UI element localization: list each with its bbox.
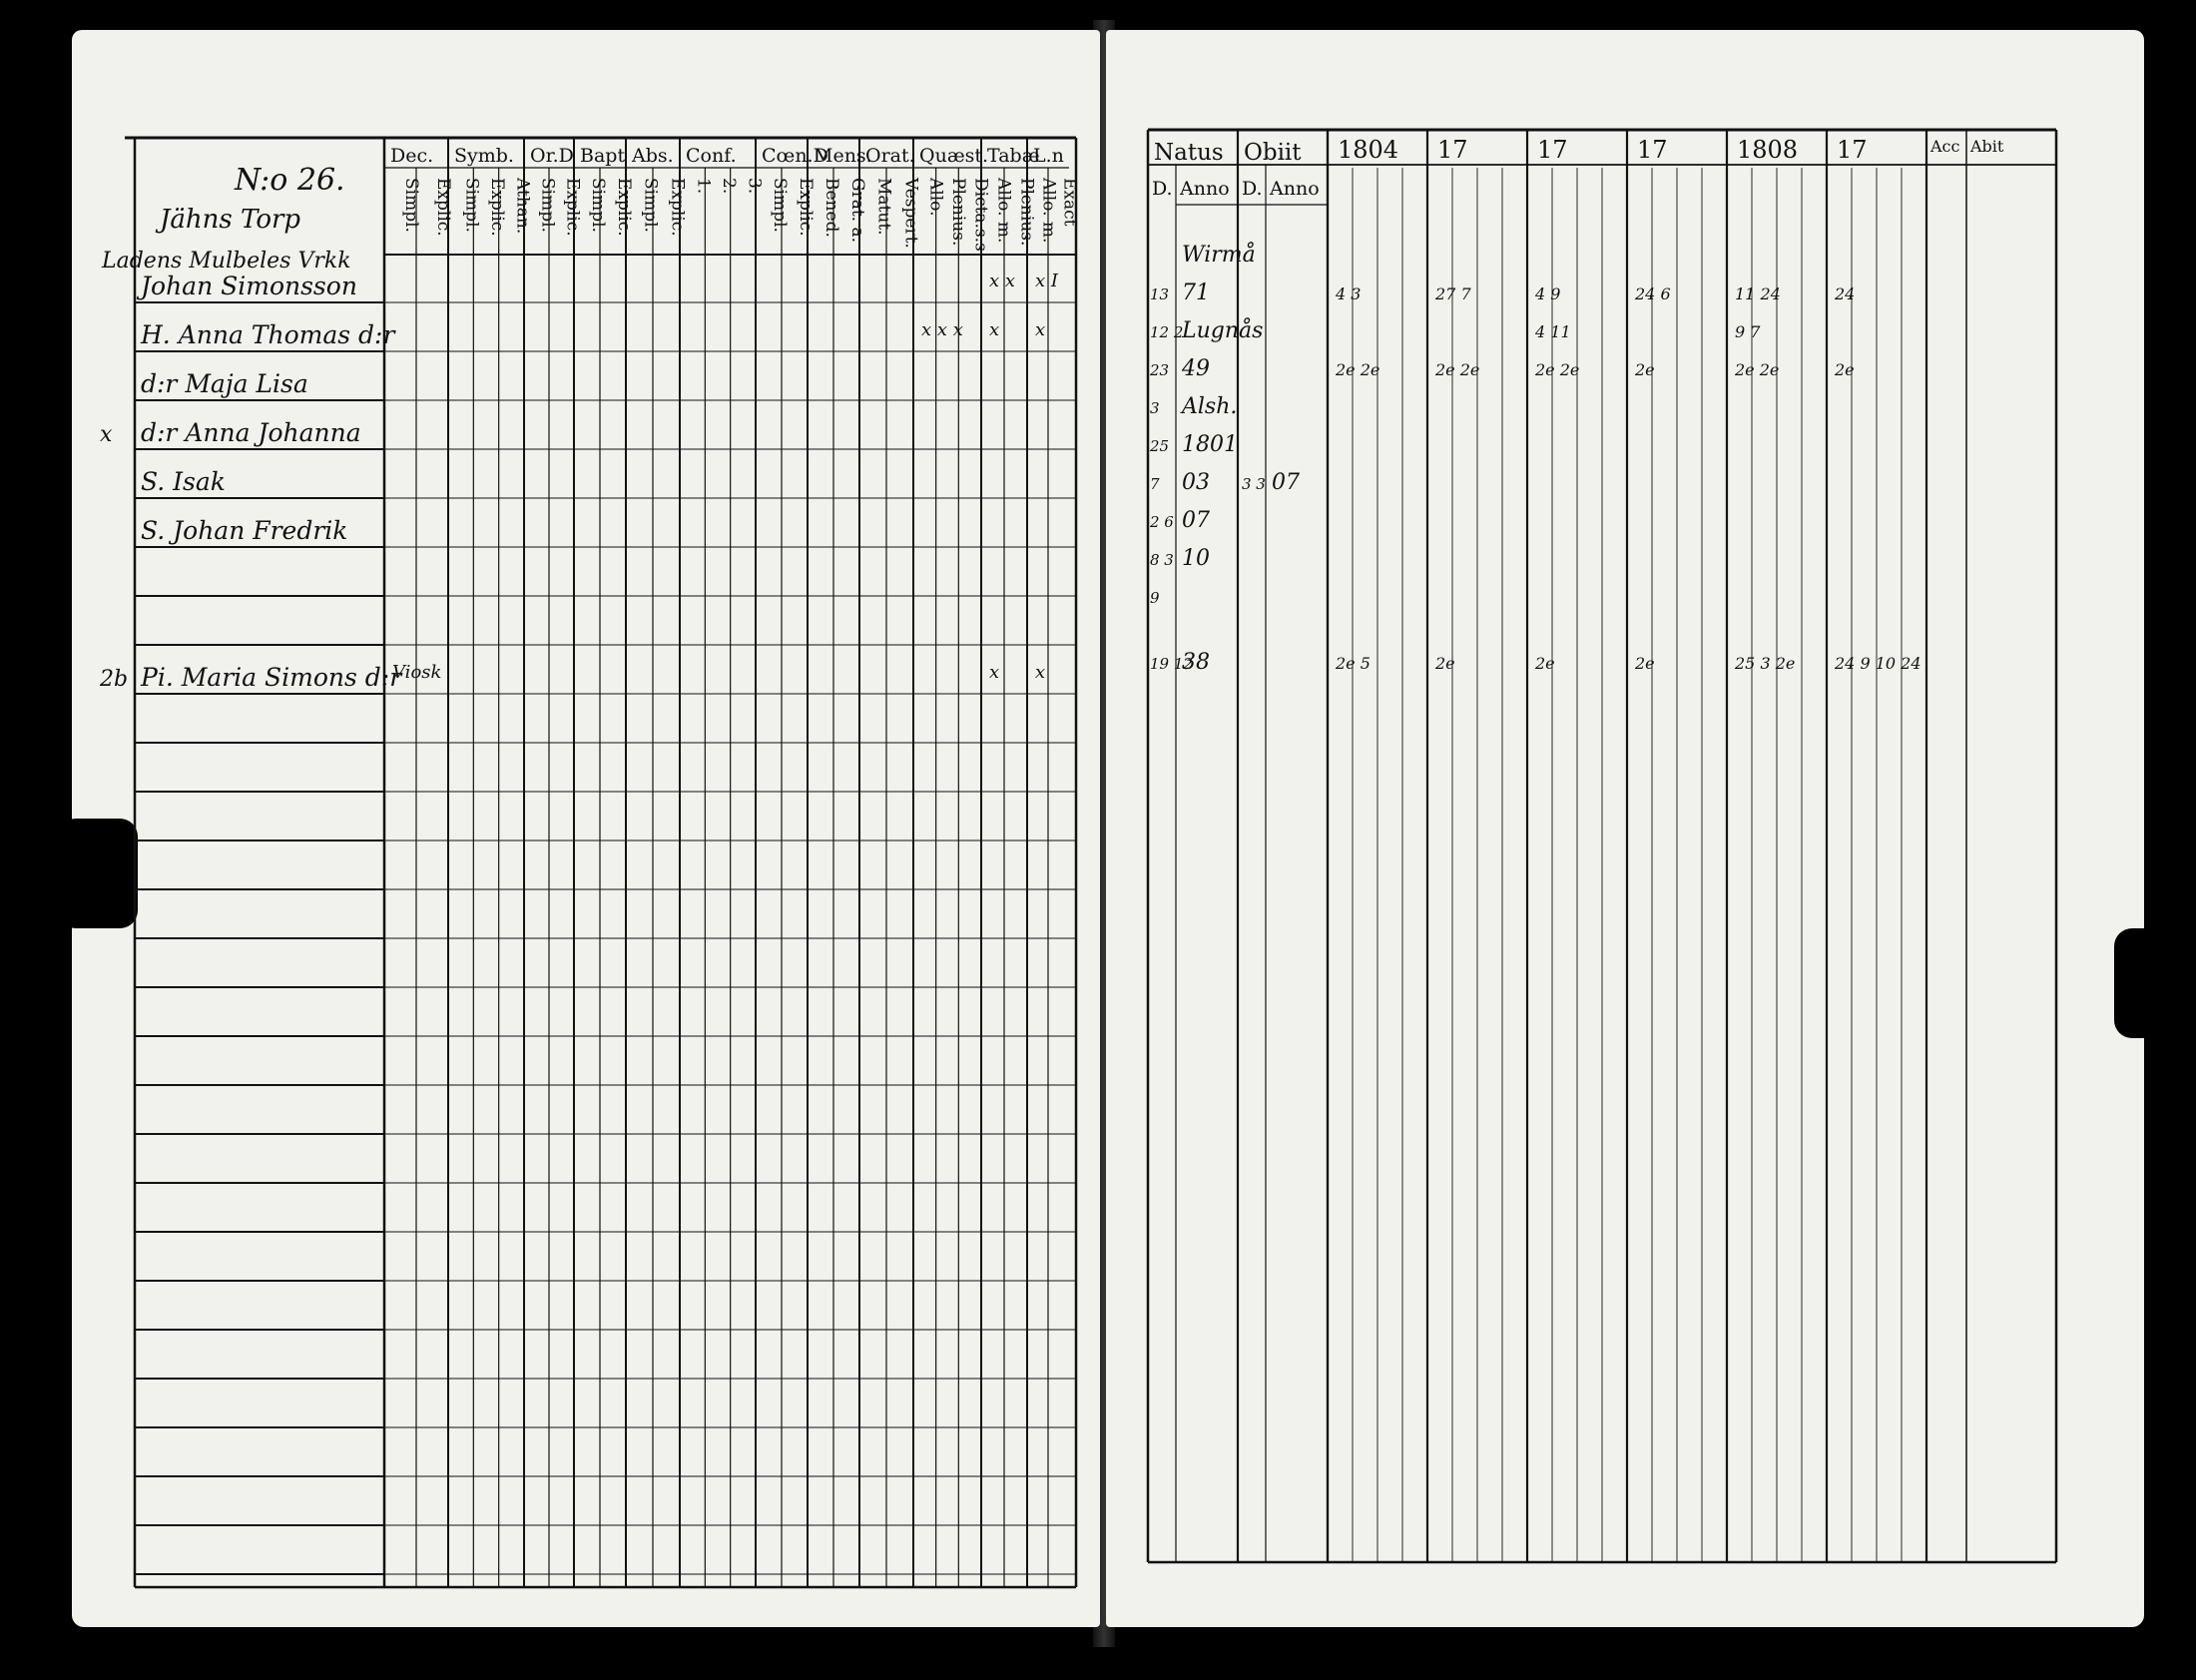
sub-column-header: Simpl. <box>640 178 661 233</box>
catechism-mark: x x x <box>921 319 963 340</box>
catechism-mark: x <box>989 319 1000 340</box>
sub-column-header: Bened. <box>822 178 841 238</box>
year-mark: 4 9 <box>1535 284 1561 303</box>
sub-column-header: 3. <box>744 178 765 195</box>
year-mark: 27 7 <box>1435 284 1471 303</box>
column-group-header: Tabæ <box>987 145 1040 167</box>
year-mark: 2e <box>1635 360 1655 379</box>
column-group-header: Bapt <box>580 145 626 167</box>
abiit-header: Abit <box>1970 137 2004 156</box>
natus-anno: 71 <box>1182 280 1210 305</box>
column-group-header: Quæst. <box>919 145 989 167</box>
accessit-header: Acc <box>1930 137 1960 156</box>
sub-column-header: Explic. <box>796 178 816 237</box>
year-mark: 24 9 10 24 <box>1835 654 1922 673</box>
obiit-header: Obiit <box>1244 140 1302 166</box>
natus-anno: 1801 <box>1182 432 1238 457</box>
sub-column-header: Explic. <box>562 178 583 237</box>
sub-column-header: Simpl. <box>770 178 790 233</box>
natus-day: 23 <box>1150 361 1170 379</box>
column-group-header: Or.D <box>530 145 574 167</box>
natus-header: Natus <box>1154 140 1224 166</box>
year-mark: 24 6 <box>1635 284 1671 303</box>
sub-column-header: Plenius. <box>948 178 968 247</box>
person-name: d:r Anna Johanna <box>141 418 361 447</box>
obiit-sub-header: D. <box>1242 178 1263 200</box>
sub-column-header: Explic. <box>433 178 453 237</box>
sub-column-header: Allo. m. <box>1038 178 1059 244</box>
sub-column-header: Simpl. <box>401 178 421 233</box>
obiit-sub-header: Anno <box>1270 178 1320 200</box>
year-mark: 4 3 <box>1336 284 1362 303</box>
natus-day: 19 12 <box>1150 655 1193 673</box>
sub-column-header: Explic. <box>667 178 688 237</box>
natus-day: 9 <box>1150 589 1160 607</box>
year-mark: 9 7 <box>1735 322 1761 341</box>
natus-anno: 07 <box>1182 508 1210 533</box>
year-header: 1808 <box>1737 136 1799 164</box>
sub-column-header: Athan. <box>512 178 533 235</box>
year-mark: 25 3 2e <box>1735 654 1796 673</box>
natus-anno: Wirmå <box>1182 243 1256 268</box>
sub-column-header: Simpl. <box>588 178 608 233</box>
natus-day: 13 <box>1150 285 1170 303</box>
column-group-header: Abs. <box>632 145 674 167</box>
natus-sub-header: D. <box>1152 178 1173 200</box>
entry-subtitle: Ladens Mulbeles Vrkk <box>102 249 351 274</box>
natus-anno: 03 <box>1182 470 1210 495</box>
year-mark: 2e 2e <box>1435 360 1480 379</box>
year-mark: 2e 5 <box>1336 654 1371 673</box>
person-name: d:r Maja Lisa <box>141 369 308 398</box>
sub-column-header: Matut. <box>873 178 894 236</box>
obiit-day: 3 3 <box>1242 475 1266 493</box>
natus-day: 25 <box>1150 437 1170 455</box>
year-header: 1804 <box>1338 136 1399 164</box>
catechism-mark: x <box>989 662 1000 683</box>
year-mark: 2e <box>1835 360 1855 379</box>
person-mark: 2b <box>100 667 129 692</box>
natus-day: 3 <box>1150 399 1160 417</box>
year-mark: 4 11 <box>1535 322 1571 341</box>
catechism-mark: x I <box>1035 271 1058 291</box>
year-mark: 2e <box>1535 654 1555 673</box>
entry-place: Jähns Torp <box>160 205 301 235</box>
year-mark: 11 24 <box>1735 284 1781 303</box>
year-mark: 2e 2e <box>1735 360 1780 379</box>
year-mark: 24 <box>1835 284 1856 303</box>
natus-anno: 49 <box>1182 356 1210 381</box>
sub-column-header: Plenius. <box>1016 178 1037 247</box>
year-header: 17 <box>1837 136 1868 164</box>
year-mark: 2e <box>1435 654 1455 673</box>
natus-day: 2 6 <box>1150 513 1174 531</box>
column-group-header: Conf. <box>686 145 737 167</box>
sub-column-header: Simpl. <box>537 178 558 233</box>
year-header: 17 <box>1637 136 1668 164</box>
year-mark: 2e 2e <box>1535 360 1580 379</box>
catechism-mark: x <box>1035 319 1046 340</box>
column-group-header: Mens. <box>814 145 872 167</box>
obiit-anno: 07 <box>1272 470 1300 495</box>
person-name: S. Isak <box>141 467 226 496</box>
year-mark: 2e 2e <box>1336 360 1380 379</box>
year-header: 17 <box>1537 136 1568 164</box>
natus-day: 12 2 <box>1150 323 1184 341</box>
column-group-header: Cœn.D <box>762 145 828 167</box>
sub-column-header: Dicta.s.s <box>970 178 991 252</box>
sub-column-header: Simpl. <box>461 178 482 233</box>
column-group-header: L.n <box>1033 145 1064 167</box>
sub-column-header: Exact <box>1059 178 1080 227</box>
person-name: Johan Simonsson <box>141 272 357 300</box>
sub-column-header: Allo. m. <box>993 178 1014 244</box>
catechism-mark: Viosk <box>392 662 442 683</box>
natus-day: 8 3 <box>1150 551 1174 569</box>
natus-anno: Alsh. <box>1182 394 1238 419</box>
natus-anno: 10 <box>1182 546 1210 571</box>
column-group-header: Orat. <box>865 145 915 167</box>
column-group-header: Symb. <box>454 145 514 167</box>
year-mark: 2e <box>1635 654 1655 673</box>
sub-column-header: Explic. <box>487 178 507 237</box>
sub-column-header: Explic. <box>614 178 634 237</box>
natus-day: 7 <box>1150 475 1160 493</box>
person-mark: x <box>100 422 113 447</box>
natus-sub-header: Anno <box>1180 178 1230 200</box>
column-group-header: Dec. <box>390 145 434 167</box>
catechism-mark: x x <box>989 271 1016 291</box>
natus-anno: 38 <box>1182 650 1210 675</box>
sub-column-header: 1. <box>693 178 714 195</box>
natus-anno: Lugnås <box>1182 318 1264 343</box>
person-name: S. Johan Fredrik <box>141 516 348 545</box>
sub-column-header: Grat. a. <box>847 178 867 244</box>
sub-column-header: Allo. <box>925 178 946 217</box>
entry-number: N:o 26. <box>235 163 345 198</box>
sub-column-header: 2. <box>719 178 739 195</box>
sub-column-header: Vespert. <box>900 178 921 249</box>
person-name: Pi. Maria Simons d:r <box>141 663 402 692</box>
person-name: H. Anna Thomas d:r <box>141 320 395 349</box>
catechism-mark: x <box>1035 662 1046 683</box>
year-header: 17 <box>1437 136 1468 164</box>
